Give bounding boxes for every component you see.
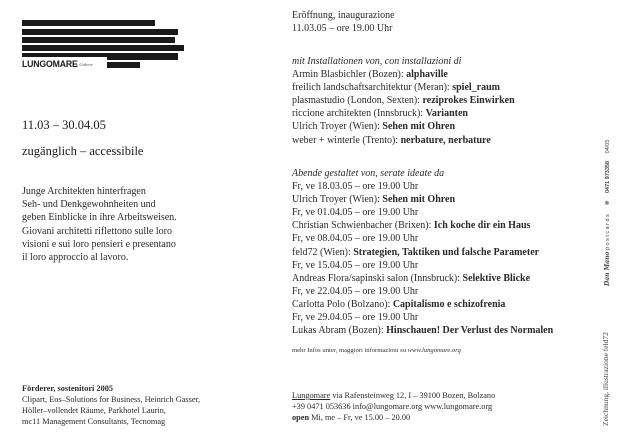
evening-artist: Ulrich Troyer (Wien): (292, 194, 383, 206)
opening (292, 9, 395, 35)
opening-hours-line (292, 412, 495, 423)
installation-work: reziprokes Einwirken (422, 95, 515, 107)
sponsors-line: Höller–vollendet Räume, Parkhotel Laurin, (22, 406, 167, 415)
intro-line: il loro approccio al lavoro. (22, 252, 129, 264)
evening-item (292, 246, 553, 259)
contact-address: via Rafensteinweg 12, I – 39100 Bozen, Bolzano (330, 391, 496, 400)
installation-item (292, 94, 515, 107)
evenings-heading: Abende gestaltet von, serate ideate da (292, 168, 445, 179)
address-line (292, 390, 495, 401)
intro-line: Seh- und Denkgewohnheiten und (22, 199, 156, 211)
evening-work: Capitalismo e schizofrenia (392, 298, 506, 310)
more-info (292, 347, 461, 354)
evening-item (292, 219, 553, 232)
contact-phone-line: +39 0471 053636 info@lungomare.org www.lungomare.org (292, 402, 493, 411)
more-info-text: mehr Infos unter, maggiori informazioni su (292, 347, 408, 354)
installation-work: Varianten (425, 108, 468, 120)
logo-bar (22, 37, 175, 43)
intro-line: Junge Architekten hinterfragen (22, 186, 146, 197)
installation-item (292, 107, 515, 120)
sponsors-line: mc11 Management Consultants, Tecnomag (22, 417, 166, 426)
exhibition-title: zugänglich – accessibile (22, 144, 144, 158)
evening-date: Fr, ve 15.04.05 – ore 19.00 Uhr (292, 259, 419, 271)
evening-date: Fr, ve 29.04.05 – ore 19.00 Uhr (292, 312, 419, 324)
evening-artist: Christian Schwienbacher (Brixen): (292, 220, 434, 232)
contact-name: Lungomare (292, 391, 331, 400)
evening-artist: Carlotta Polo (Bolzano): (292, 298, 393, 310)
intro-line: geben Einblicke in ihre Arbeitsweisen. (22, 212, 177, 224)
postcard-imprint (604, 140, 611, 286)
evening-work: Hinschauen! Der Verlust des Normalen (386, 325, 554, 337)
evening-item (292, 193, 553, 206)
evening-artist: Lukas Abram (Bozen): (292, 325, 387, 337)
installation-artist: riccione architekten (Innsbruck): (292, 108, 426, 120)
illustration-credit: Zeichnung, illustrazione feld72 (601, 332, 610, 426)
website-link[interactable]: www.lungomare.org (407, 347, 461, 354)
evenings (292, 167, 553, 337)
postcard-brand: Dan Mano (604, 251, 611, 286)
logo-subtitle: » Galerie (76, 62, 94, 67)
evening-work: Selektive Blicke (462, 272, 531, 284)
installation-item (292, 120, 515, 133)
installations (292, 55, 515, 147)
intro-text (22, 185, 252, 264)
evening-date: Fr, ve 18.03.05 – ore 19.00 Uhr (292, 181, 419, 193)
installation-item (292, 81, 515, 94)
contact (292, 390, 495, 423)
installation-work: alphaville (406, 69, 448, 81)
installation-artist: Armin Blasbichler (Bozen): (292, 69, 407, 81)
intro-line: Giovani architetti riflettono sulle loro (22, 225, 172, 237)
evening-artist: feld72 (Wien): (292, 246, 354, 258)
installation-work: nerbature, nerbature (400, 134, 491, 146)
installation-artist: weber + winterle (Trento): (292, 134, 401, 146)
flower-icon: ❁ (605, 200, 611, 206)
installation-artist: freilich landschaftsarchitektur (Meran): (292, 82, 453, 94)
opening-label: Eröffnung, inaugurazione (292, 10, 395, 21)
logo-bar (22, 29, 178, 35)
logo-bar (22, 45, 184, 51)
evening-item (292, 324, 553, 337)
logo-bar (107, 62, 140, 68)
evening-item (292, 272, 553, 285)
installation-work: spiel_raum (452, 82, 500, 94)
sponsors-title: Förderer, sostenitori 2005 (22, 384, 114, 393)
installations-heading: mit Installationen von, con installazioni di (292, 56, 462, 67)
installation-item (292, 68, 515, 81)
evening-work: Ich koche dir ein Haus (433, 220, 531, 232)
evening-date: Fr, ve 08.04.05 – ore 19.00 Uhr (292, 233, 419, 245)
logo-bar (107, 53, 178, 60)
opening-hours: Mi, me – Fr, ve 15.00 – 20.00 (309, 413, 411, 422)
logo-bar (22, 20, 155, 26)
intro-line: visioni e sui loro pensieri e presentano (22, 238, 176, 250)
installation-artist: plasmastudio (London, Sexten): (292, 95, 423, 107)
sponsors-line: Clipart, Eos–Solutions for Business, Heinrich Gasser, (22, 395, 201, 404)
postcard-label: postcards (605, 212, 611, 251)
logo-name: LUNGOMARE (22, 59, 78, 70)
evening-work: Strategien, Taktiken und falsche Parameter (353, 246, 540, 258)
postcard-phone: 0471 973358 (605, 160, 611, 193)
exhibition-dates: 11.03 – 30.04.05 (22, 118, 106, 132)
evening-date: Fr, ve 22.04.05 – ore 19.00 Uhr (292, 285, 419, 297)
opening-datetime: 11.03.05 – ore 19.00 Uhr (292, 23, 393, 35)
evening-artist: Andreas Flora/sapinski salon (Innsbruck): (292, 272, 463, 284)
installation-artist: Ulrich Troyer (Wien): (292, 121, 383, 133)
postcard-date: 04/05 (605, 139, 611, 154)
evening-item (292, 298, 553, 311)
open-label: open (292, 413, 310, 422)
evening-date: Fr, ve 01.04.05 – ore 19.00 Uhr (292, 207, 419, 219)
sponsors (22, 383, 282, 427)
evening-work: Sehen mit Ohren (382, 194, 456, 206)
installation-item (292, 134, 515, 147)
installation-work: Sehen mit Ohren (382, 121, 456, 133)
